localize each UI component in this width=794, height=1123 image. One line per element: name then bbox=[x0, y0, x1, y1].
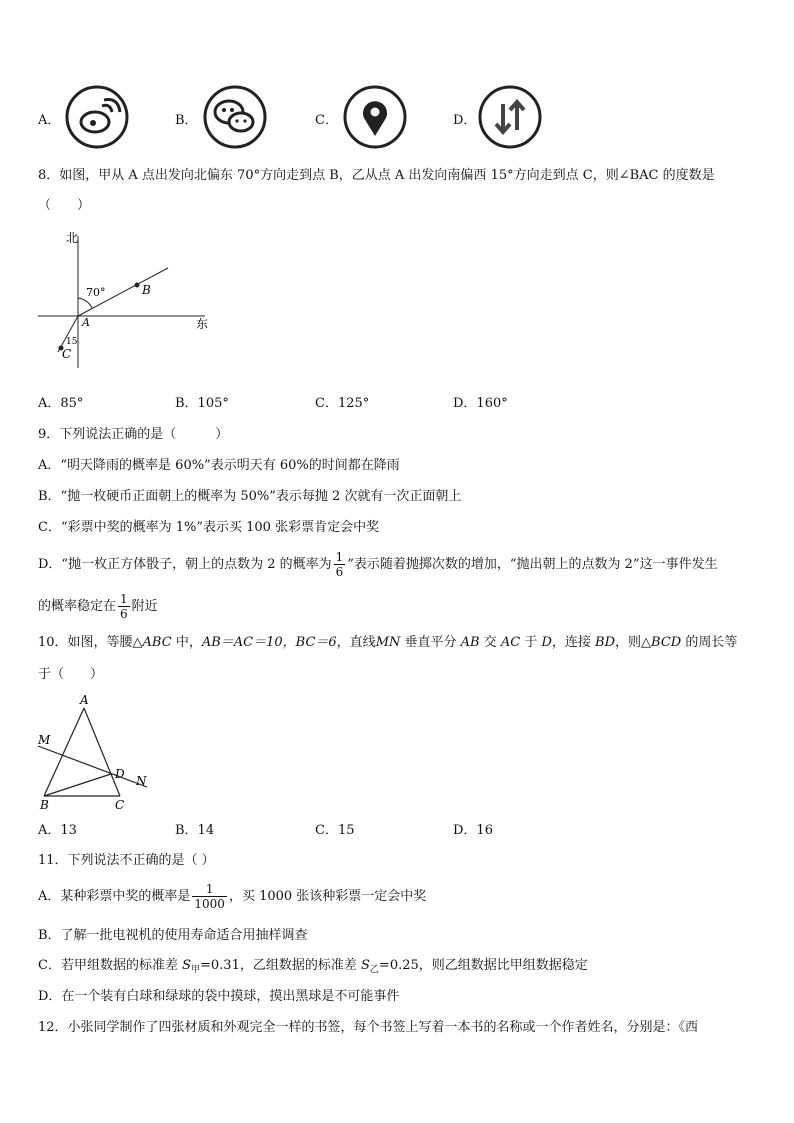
point-b-label: B bbox=[142, 283, 151, 297]
q12-stem: 12．小张同学制作了四张材质和外观完全一样的书签，每个书签上写着一本书的名称或一个作者姓名，分别是：《西 bbox=[38, 1020, 699, 1035]
q8-compass-figure bbox=[30, 228, 220, 368]
tri-point-c: C bbox=[115, 798, 125, 812]
q8-option-c: C．125° bbox=[315, 396, 370, 411]
q8-option-a: A．85° bbox=[38, 396, 84, 411]
q8-blank: （ ） bbox=[38, 198, 91, 213]
q9-d-text-pre: D．“抛一枚正方体骰子，朝上的点数为 2 的概率为 bbox=[38, 557, 332, 572]
line-label-n: N bbox=[136, 774, 147, 788]
q9-option-a: A．“明天降雨的概率是 60%”表示明天有 60%的时间都在降雨 bbox=[38, 458, 400, 473]
north-label: 北 bbox=[66, 231, 79, 245]
q9-stem: 9．下列说法正确的是（ ） bbox=[38, 427, 229, 442]
q7-option-d-label: D． bbox=[453, 113, 477, 128]
q10-stem: 10．如图，等腰△ABC 中，AB＝AC＝10，BC＝6，直线MN 垂直平分 AB 交 AC 于 D，连接 BD，则△BCD 的周长等 bbox=[38, 635, 738, 650]
q10-stem-line2: 于（ ） bbox=[38, 667, 104, 682]
point-c-label: C bbox=[62, 347, 72, 361]
wechat-icon bbox=[200, 84, 270, 150]
q7-option-c-label: C． bbox=[315, 113, 338, 128]
q8-option-d: D．160° bbox=[453, 396, 508, 411]
angle-70-label: 70° bbox=[86, 286, 106, 299]
fraction-1-6-b: $\frac{1}{6}$ bbox=[120, 592, 128, 621]
fraction-1-1000: $\frac{1}{1000}$ bbox=[194, 882, 225, 911]
q10-option-b: B．14 bbox=[175, 823, 215, 838]
q8-stem: 8．如图，甲从 A 点出发向北偏东 70°方向走到点 B，乙从点 A 出发向南偏西 15°方向走到点 C，则∠BAC 的度数是 bbox=[38, 168, 715, 183]
location-pin-icon bbox=[340, 84, 410, 150]
q10-option-d: D．16 bbox=[453, 823, 493, 838]
q9-option-d bbox=[38, 550, 718, 579]
q11-option-a: A．某种彩票中奖的概率是 $\frac{1}{1000}$ ，买 1000 张该种彩票一定会中奖 bbox=[38, 882, 427, 911]
q10-option-c: C．15 bbox=[315, 823, 355, 838]
q7-option-b-label: B． bbox=[175, 113, 198, 128]
fraction-1-6: $\frac{1}{6}$ bbox=[335, 550, 344, 579]
tri-point-d: D bbox=[115, 767, 125, 781]
q7-option-a-label: A． bbox=[38, 113, 61, 128]
q10-triangle-figure bbox=[32, 692, 162, 812]
q11-option-d: D．在一个装有白球和绿球的袋中摸球，摸出黑球是不可能事件 bbox=[38, 989, 400, 1004]
weibo-icon bbox=[62, 84, 132, 150]
tri-point-b: B bbox=[40, 798, 49, 812]
q8-option-b: B．105° bbox=[175, 396, 229, 411]
up-down-arrows-icon bbox=[475, 84, 545, 150]
point-a-label: A bbox=[82, 316, 90, 329]
q11-stem: 11．下列说法不正确的是（ ） bbox=[38, 853, 215, 868]
q11-option-c: C．若甲组数据的标准差 $S_甲=0.31$，乙组数据的标准差 $S_乙=0.25$，则乙组数据比甲组数据稳定 bbox=[38, 958, 588, 975]
q11-option-b: B．了解一批电视机的使用寿命适合用抽样调查 bbox=[38, 928, 308, 943]
line-label-m: M bbox=[38, 733, 51, 747]
q9-option-b: B．“抛一枚硬币正面朝上的概率为 50%”表示每抛 2 次就有一次正面朝上 bbox=[38, 489, 462, 504]
angle-15-label: 15 bbox=[66, 337, 78, 347]
q9-option-c: C．“彩票中奖的概率为 1%”表示买 100 张彩票肯定会中奖 bbox=[38, 520, 380, 535]
q9-d-text-post: ”表示随着抛掷次数的增加，“抛出朝上的点数为 2”这一事件发生 bbox=[347, 557, 718, 572]
q9-option-d-line2: 的概率稳定在 $\frac{1}{6}$ 附近 bbox=[38, 592, 158, 621]
tri-point-a: A bbox=[80, 693, 89, 707]
q10-option-a: A．13 bbox=[38, 823, 77, 838]
east-label: 东 bbox=[196, 317, 209, 331]
